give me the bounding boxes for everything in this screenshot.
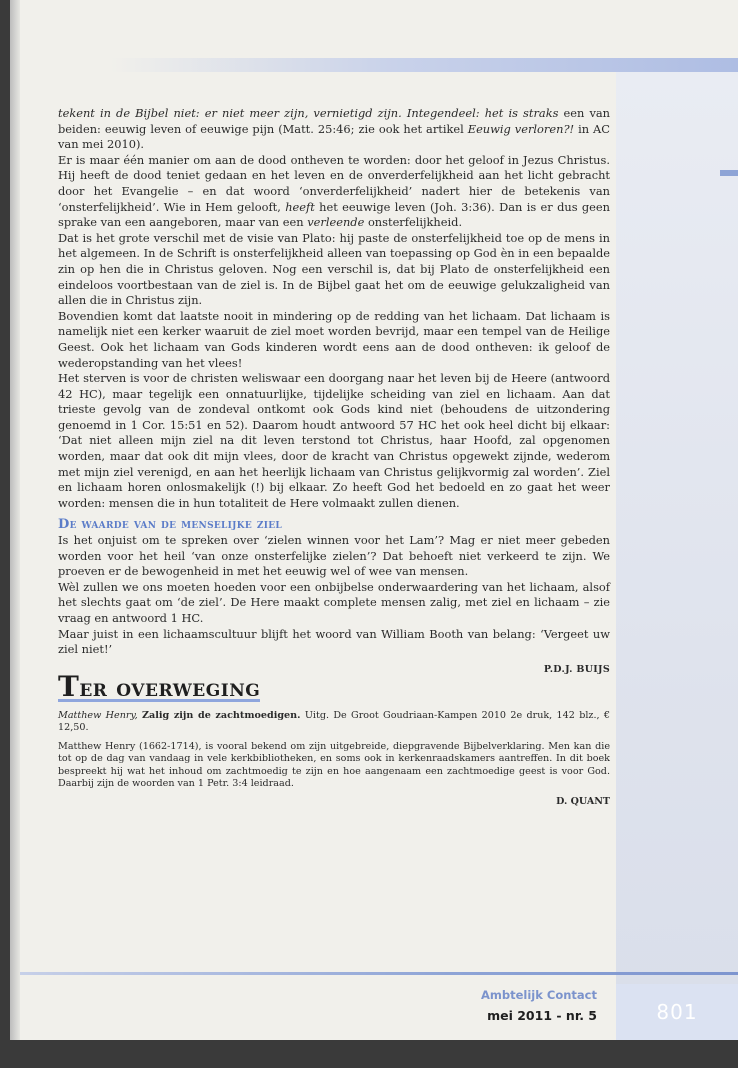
magazine-name: Ambtelijk Contact xyxy=(481,988,597,1002)
reviewer: D. QUANT xyxy=(556,796,610,808)
right-margin-panel xyxy=(616,72,738,1040)
section-paragraph: Wèl zullen we ons moeten hoeden voor een onbijbelse onderwaardering van het lichaam, alsof het slechts gaat om ‘de ziel’. De Here maakt complete mensen zalig, met ziel en lichaam – zie vraag en antwoord 1 HC. xyxy=(58,579,610,625)
article-paragraph xyxy=(58,309,610,371)
paragraph-text: een van beiden: eeuwig leven of eeuwige pijn (Matt. 25:46; zie ook het artikel xyxy=(58,106,611,136)
page-number: 801 xyxy=(616,984,738,1040)
paragraph-text: Bovendien komt dat laatste nooit in mindering op de redding van het lichaam. Dat lichaam is namelijk niet een kerker waaruit de ziel moet worden bevrijd, maar een tempel van de Heilige Geest. Ook het lichaam van Gods kinderen wordt eens aan de dood ontheven: ik geloof de wederopstanding van het vlees! xyxy=(58,308,610,370)
book-review xyxy=(58,710,610,809)
review-body: Matthew Henry (1662-1714), is vooral bekend om zijn uitgebreide, diepgravende Bijbelverklaring. Men kan die tot op de dag van vandaag in vele kerkbibliotheken, en soms ook in kerkenraadskamers aantreffen. In dit boek bespreekt hij wat het inhoud om zachtmoedig te zijn en hoe aangenaam een zachtmoedige geest is voor God. Daarbij zijn de woorden van 1 Petr. 3:4 leidraad. xyxy=(58,740,610,789)
emphasis-text: heeft xyxy=(285,199,315,214)
book-citation xyxy=(58,710,610,735)
emphasis-text: : er niet meer zijn, vernietigd zijn. Integendeel: het is straks xyxy=(195,106,559,120)
article-paragraph xyxy=(58,153,610,231)
article-paragraph xyxy=(58,231,610,309)
review-section xyxy=(58,670,610,808)
issue-label: mei 2011 - nr. 5 xyxy=(487,1008,597,1023)
paragraph-text: in AC van mei 2010). xyxy=(58,121,610,152)
paragraph-text: het eeuwige leven (Joh. 3:36). Dan is er dus geen sprake van een aangeboren, maar van een xyxy=(58,199,610,230)
article-content xyxy=(58,106,610,809)
section-heading: De waarde van de menselijke ziel xyxy=(58,517,283,533)
footer-rule xyxy=(20,972,738,975)
emphasis-text: Eeuwig verloren?! xyxy=(467,121,575,136)
margin-marker xyxy=(720,170,738,176)
section-paragraph: Is het onjuist om te spreken over ‘zielen winnen voor het Lam’? Mag er niet meer gebeden worden voor het heil ‘van onze onsterfelijke zielen’? Dat behoeft niet verkeerd te zijn. We proeven er de bewogenheid in met het eeuwig wel of wee van mensen. xyxy=(58,533,610,579)
emphasis-text: verleende xyxy=(307,215,365,230)
paragraph-text: onsterfelijkheid. xyxy=(364,215,463,230)
review-heading-rest: er overweging xyxy=(79,673,261,703)
section-paragraph: Maar juist in een lichaamscultuur blijft het woord van William Booth van belang: ‘Vergeet uw ziel niet!’ xyxy=(58,626,610,657)
page-spine-shadow xyxy=(10,0,20,1040)
paragraph-text: Dat is het grote verschil met de visie van Plato: hij paste de onsterfelijkheid toe op de mens in het algemeen. In de Schrift is onsterfelijkheid alleen van toepassing op God èn in een bepaalde zin op hen die in Christus geloven. Nog een verschil is, dat bij Plato de onsterfelijkheid een eindeloos voortbestaan van de ziel is. In de Bijbel gaat het om de eeuwige gelukzaligheid van allen die in Christus zijn. xyxy=(58,230,610,308)
top-decorative-bar xyxy=(110,58,738,72)
article-body xyxy=(58,106,610,511)
review-heading xyxy=(58,670,261,704)
paragraph-text: Het sterven is voor de christen weliswaar een doorgang naar het leven bij de Heere (antwoord 42 HC), maar tegelijk een onnatuurlijke, tijdelijke scheiding van ziel en lichaam. Aan dat trieste gevolg van de zondeval ontkomt ook Gods kind niet (behoudens de uitzondering genoemd in 1 Cor. 15:51 en 52). Daarom houdt antwoord 57 HC het ook heel dicht bij elkaar: ‘Dat niet alleen mijn ziel na dit leven terstond tot Christus, haar Hoofd, zal opgenomen worden, maar dat ook dit mijn vlees, door de kracht van Christus opgewekt zijnde, wederom met mijn ziel verenigd, en aan het heerlijk lichaam van Christus gelijkvormig zal worden’. Ziel en lichaam horen onlosmakelijk (!) bij elkaar. Zo heeft God het bedoeld en zo gaat het weer worden: mensen die in hun totaliteit de Here volmaakt zullen dienen. xyxy=(58,371,610,510)
emphasis-text: niet xyxy=(173,106,196,120)
section-body xyxy=(58,533,610,658)
book-author: Matthew Henry, xyxy=(58,709,138,721)
magazine-page xyxy=(10,0,738,1040)
article-paragraph xyxy=(58,371,610,511)
article-paragraph xyxy=(58,106,610,153)
review-heading-initial: T xyxy=(58,670,80,704)
book-title: Zalig zijn de zachtmoedigen. xyxy=(142,709,301,721)
article-author: P.D.J. BUIJS xyxy=(543,663,610,675)
paragraph-text: Er is maar één manier om aan de dood ontheven te worden: door het geloof in Jezus Christus. Hij heeft de dood teniet gedaan en het leven en de onverderfelijkheid aan het licht gebracht door het Evangelie – en dat woord ‘onverderfelijkheid’ nadert hier de betekenis van ‘onsterfelijkheid’. Wie in Hem gelooft, xyxy=(58,152,610,214)
emphasis-text: tekent in de Bijbel xyxy=(58,106,174,120)
book-publication: Uitg. De Groot Goudriaan-Kampen 2010 2e druk, 142 blz., € 12,50. xyxy=(58,709,610,734)
